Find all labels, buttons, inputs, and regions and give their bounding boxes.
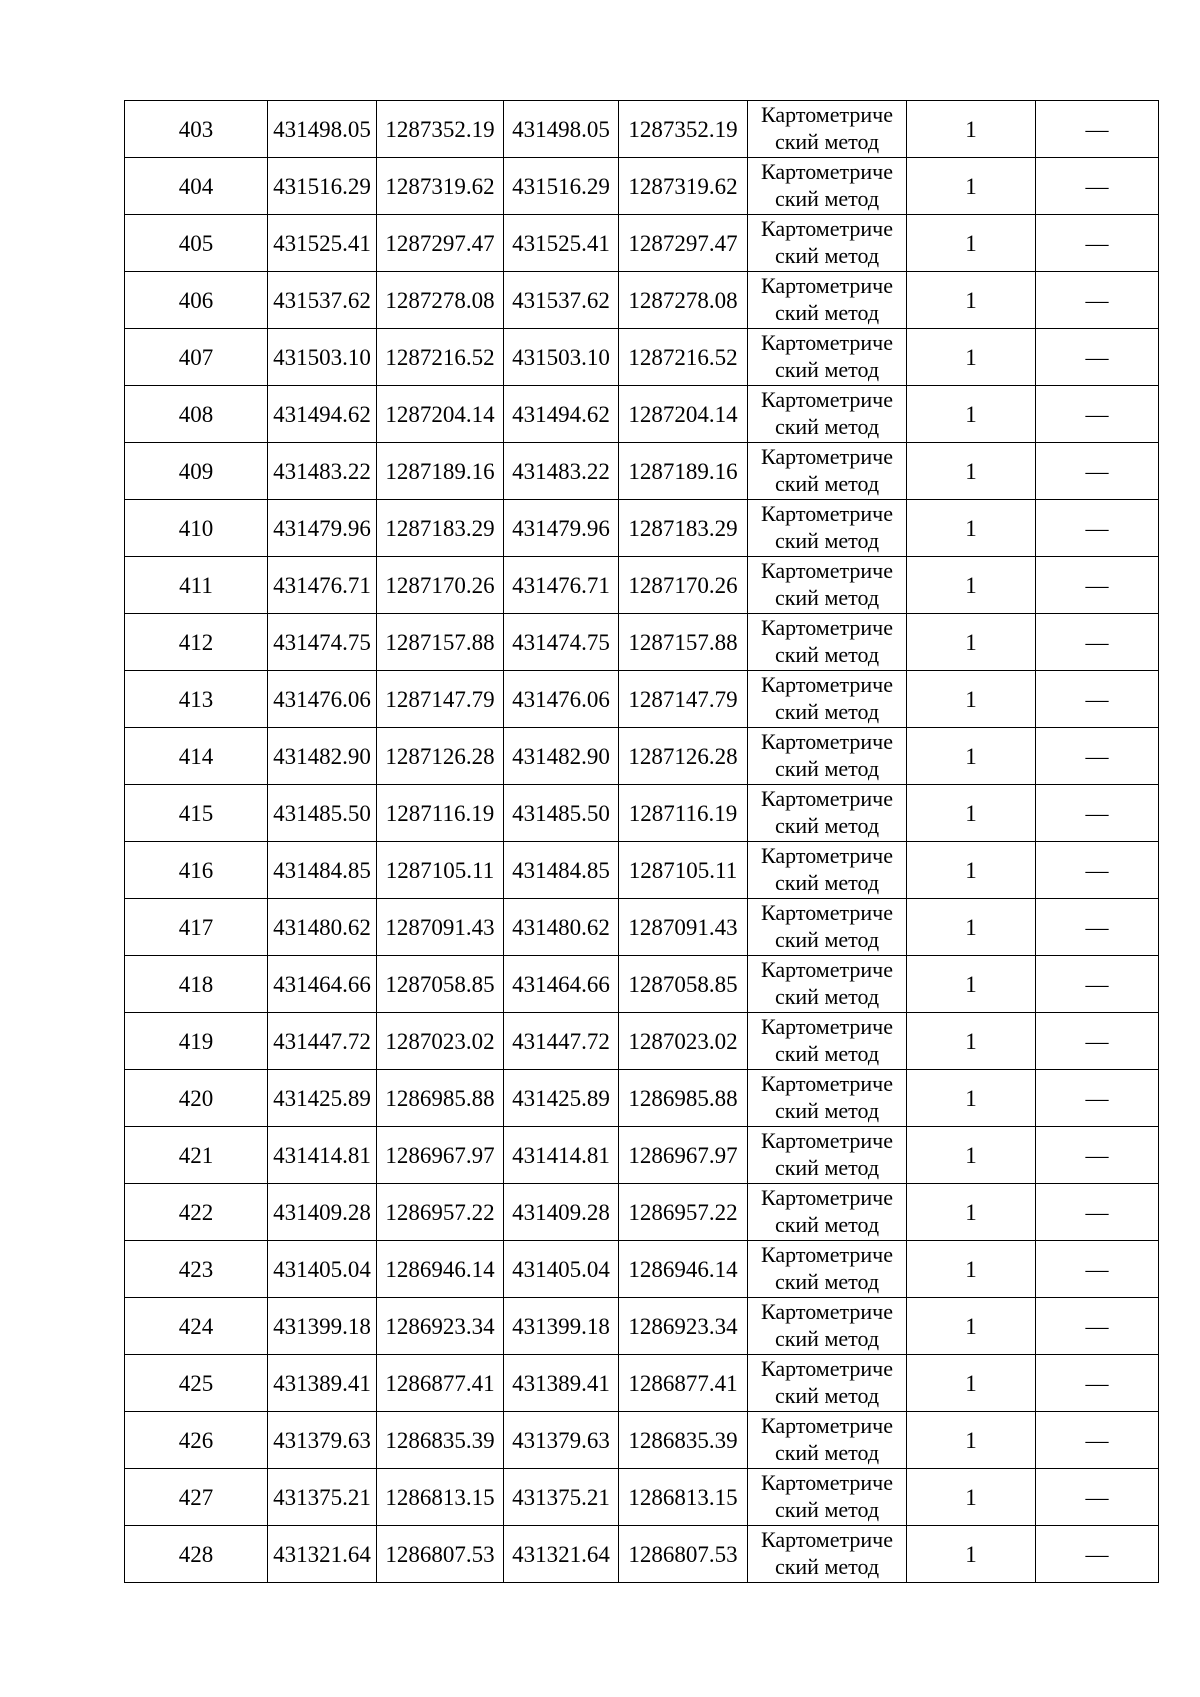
x-coordinate-refined-cell: 431537.62 bbox=[504, 272, 619, 329]
x-coordinate-cell: 431405.04 bbox=[268, 1241, 377, 1298]
method-text-line: ский метод bbox=[774, 756, 880, 781]
method-text-line: ский метод bbox=[774, 357, 880, 382]
point-number-cell: 427 bbox=[125, 1469, 268, 1526]
method-cell bbox=[748, 956, 907, 1013]
x-coordinate-cell: 431525.41 bbox=[268, 215, 377, 272]
method-text-line: Картометриче bbox=[761, 957, 893, 982]
y-coordinate-refined-cell: 1287278.08 bbox=[619, 272, 748, 329]
table-row bbox=[125, 1355, 1159, 1412]
point-number-cell: 409 bbox=[125, 443, 268, 500]
x-coordinate-cell: 431447.72 bbox=[268, 1013, 377, 1070]
method-text-line: ский метод bbox=[774, 642, 880, 667]
note-cell: — bbox=[1036, 728, 1159, 785]
table-row bbox=[125, 614, 1159, 671]
x-coordinate-cell: 431483.22 bbox=[268, 443, 377, 500]
accuracy-cell: 1 bbox=[907, 1526, 1036, 1583]
note-cell: — bbox=[1036, 1070, 1159, 1127]
method-text-line: Картометриче bbox=[761, 1470, 893, 1495]
point-number-cell: 424 bbox=[125, 1298, 268, 1355]
method-text-line: ский метод bbox=[774, 984, 880, 1009]
method-text-line: ский метод bbox=[774, 927, 880, 952]
y-coordinate-refined-cell: 1287023.02 bbox=[619, 1013, 748, 1070]
method-cell bbox=[748, 1241, 907, 1298]
point-number-cell: 410 bbox=[125, 500, 268, 557]
y-coordinate-refined-cell: 1286923.34 bbox=[619, 1298, 748, 1355]
method-text-line: ский метод bbox=[774, 585, 880, 610]
table-row bbox=[125, 671, 1159, 728]
method-cell bbox=[748, 386, 907, 443]
x-coordinate-cell: 431537.62 bbox=[268, 272, 377, 329]
method-cell bbox=[748, 842, 907, 899]
method-cell bbox=[748, 614, 907, 671]
y-coordinate-cell: 1286835.39 bbox=[377, 1412, 504, 1469]
method-text-line: Картометриче bbox=[761, 1527, 893, 1552]
method-text-line: Картометриче bbox=[761, 1299, 893, 1324]
y-coordinate-refined-cell: 1287147.79 bbox=[619, 671, 748, 728]
x-coordinate-cell: 431375.21 bbox=[268, 1469, 377, 1526]
method-text-line: ский метод bbox=[774, 1383, 880, 1408]
x-coordinate-refined-cell: 431494.62 bbox=[504, 386, 619, 443]
y-coordinate-refined-cell: 1286946.14 bbox=[619, 1241, 748, 1298]
y-coordinate-cell: 1287170.26 bbox=[377, 557, 504, 614]
method-cell bbox=[748, 1412, 907, 1469]
table-row bbox=[125, 1241, 1159, 1298]
y-coordinate-refined-cell: 1287189.16 bbox=[619, 443, 748, 500]
method-text-line: Картометриче bbox=[761, 1413, 893, 1438]
y-coordinate-refined-cell: 1287170.26 bbox=[619, 557, 748, 614]
accuracy-cell: 1 bbox=[907, 557, 1036, 614]
x-coordinate-cell: 431414.81 bbox=[268, 1127, 377, 1184]
y-coordinate-refined-cell: 1287091.43 bbox=[619, 899, 748, 956]
y-coordinate-cell: 1287126.28 bbox=[377, 728, 504, 785]
y-coordinate-cell: 1287058.85 bbox=[377, 956, 504, 1013]
point-number-cell: 412 bbox=[125, 614, 268, 671]
method-text-line: Картометриче bbox=[761, 273, 893, 298]
y-coordinate-cell: 1287319.62 bbox=[377, 158, 504, 215]
method-cell bbox=[748, 215, 907, 272]
x-coordinate-cell: 431321.64 bbox=[268, 1526, 377, 1583]
note-cell: — bbox=[1036, 1013, 1159, 1070]
point-number-cell: 422 bbox=[125, 1184, 268, 1241]
accuracy-cell: 1 bbox=[907, 842, 1036, 899]
accuracy-cell: 1 bbox=[907, 272, 1036, 329]
point-number-cell: 408 bbox=[125, 386, 268, 443]
y-coordinate-cell: 1286807.53 bbox=[377, 1526, 504, 1583]
note-cell: — bbox=[1036, 215, 1159, 272]
method-text-line: ский метод bbox=[774, 699, 880, 724]
method-text-line: ский метод bbox=[774, 1326, 880, 1351]
accuracy-cell: 1 bbox=[907, 386, 1036, 443]
y-coordinate-refined-cell: 1286985.88 bbox=[619, 1070, 748, 1127]
x-coordinate-refined-cell: 431409.28 bbox=[504, 1184, 619, 1241]
x-coordinate-refined-cell: 431379.63 bbox=[504, 1412, 619, 1469]
point-number-cell: 413 bbox=[125, 671, 268, 728]
method-text-line: ский метод bbox=[774, 186, 880, 211]
y-coordinate-cell: 1287278.08 bbox=[377, 272, 504, 329]
method-cell bbox=[748, 101, 907, 158]
table-row bbox=[125, 1412, 1159, 1469]
y-coordinate-refined-cell: 1287116.19 bbox=[619, 785, 748, 842]
method-cell bbox=[748, 671, 907, 728]
point-number-cell: 421 bbox=[125, 1127, 268, 1184]
y-coordinate-cell: 1287147.79 bbox=[377, 671, 504, 728]
method-cell bbox=[748, 1070, 907, 1127]
y-coordinate-cell: 1287352.19 bbox=[377, 101, 504, 158]
method-text-line: ский метод bbox=[774, 129, 880, 154]
method-text-line: Картометриче bbox=[761, 786, 893, 811]
table-row bbox=[125, 728, 1159, 785]
table-row bbox=[125, 500, 1159, 557]
y-coordinate-cell: 1286967.97 bbox=[377, 1127, 504, 1184]
method-text-line: ский метод bbox=[774, 1212, 880, 1237]
note-cell: — bbox=[1036, 1298, 1159, 1355]
point-number-cell: 426 bbox=[125, 1412, 268, 1469]
method-cell bbox=[748, 1013, 907, 1070]
method-cell bbox=[748, 500, 907, 557]
point-number-cell: 404 bbox=[125, 158, 268, 215]
table-row bbox=[125, 329, 1159, 386]
accuracy-cell: 1 bbox=[907, 785, 1036, 842]
method-text-line: Картометриче bbox=[761, 387, 893, 412]
table-row bbox=[125, 1013, 1159, 1070]
table-row bbox=[125, 1298, 1159, 1355]
note-cell: — bbox=[1036, 500, 1159, 557]
x-coordinate-cell: 431425.89 bbox=[268, 1070, 377, 1127]
y-coordinate-refined-cell: 1286967.97 bbox=[619, 1127, 748, 1184]
y-coordinate-cell: 1287183.29 bbox=[377, 500, 504, 557]
y-coordinate-cell: 1287116.19 bbox=[377, 785, 504, 842]
point-number-cell: 406 bbox=[125, 272, 268, 329]
method-cell bbox=[748, 1355, 907, 1412]
accuracy-cell: 1 bbox=[907, 1355, 1036, 1412]
note-cell: — bbox=[1036, 1127, 1159, 1184]
x-coordinate-refined-cell: 431399.18 bbox=[504, 1298, 619, 1355]
method-text-line: ский метод bbox=[774, 1269, 880, 1294]
x-coordinate-refined-cell: 431464.66 bbox=[504, 956, 619, 1013]
y-coordinate-cell: 1287157.88 bbox=[377, 614, 504, 671]
x-coordinate-cell: 431399.18 bbox=[268, 1298, 377, 1355]
method-text-line: ский метод bbox=[774, 471, 880, 496]
x-coordinate-refined-cell: 431414.81 bbox=[504, 1127, 619, 1184]
method-text-line: ский метод bbox=[774, 300, 880, 325]
y-coordinate-refined-cell: 1286957.22 bbox=[619, 1184, 748, 1241]
point-number-cell: 425 bbox=[125, 1355, 268, 1412]
table-row bbox=[125, 215, 1159, 272]
x-coordinate-refined-cell: 431447.72 bbox=[504, 1013, 619, 1070]
y-coordinate-refined-cell: 1286835.39 bbox=[619, 1412, 748, 1469]
y-coordinate-cell: 1287297.47 bbox=[377, 215, 504, 272]
method-text-line: Картометриче bbox=[761, 843, 893, 868]
y-coordinate-refined-cell: 1286807.53 bbox=[619, 1526, 748, 1583]
note-cell: — bbox=[1036, 101, 1159, 158]
method-text-line: ский метод bbox=[774, 1497, 880, 1522]
method-cell bbox=[748, 899, 907, 956]
method-text-line: Картометриче bbox=[761, 159, 893, 184]
x-coordinate-refined-cell: 431482.90 bbox=[504, 728, 619, 785]
point-number-cell: 416 bbox=[125, 842, 268, 899]
note-cell: — bbox=[1036, 842, 1159, 899]
x-coordinate-refined-cell: 431476.71 bbox=[504, 557, 619, 614]
table-row bbox=[125, 443, 1159, 500]
accuracy-cell: 1 bbox=[907, 1241, 1036, 1298]
y-coordinate-refined-cell: 1286877.41 bbox=[619, 1355, 748, 1412]
table-row bbox=[125, 1469, 1159, 1526]
method-cell bbox=[748, 557, 907, 614]
method-text-line: ский метод bbox=[774, 1041, 880, 1066]
method-cell bbox=[748, 728, 907, 785]
note-cell: — bbox=[1036, 1412, 1159, 1469]
method-cell bbox=[748, 1298, 907, 1355]
point-number-cell: 407 bbox=[125, 329, 268, 386]
accuracy-cell: 1 bbox=[907, 1070, 1036, 1127]
table-row bbox=[125, 1070, 1159, 1127]
y-coordinate-cell: 1286985.88 bbox=[377, 1070, 504, 1127]
y-coordinate-refined-cell: 1287105.11 bbox=[619, 842, 748, 899]
table-row bbox=[125, 272, 1159, 329]
accuracy-cell: 1 bbox=[907, 500, 1036, 557]
y-coordinate-refined-cell: 1287157.88 bbox=[619, 614, 748, 671]
x-coordinate-refined-cell: 431484.85 bbox=[504, 842, 619, 899]
x-coordinate-cell: 431479.96 bbox=[268, 500, 377, 557]
method-text-line: ский метод bbox=[774, 813, 880, 838]
method-text-line: Картометриче bbox=[761, 102, 893, 127]
point-number-cell: 411 bbox=[125, 557, 268, 614]
x-coordinate-refined-cell: 431476.06 bbox=[504, 671, 619, 728]
table-body bbox=[125, 101, 1159, 1583]
x-coordinate-refined-cell: 431503.10 bbox=[504, 329, 619, 386]
y-coordinate-cell: 1286946.14 bbox=[377, 1241, 504, 1298]
method-text-line: Картометриче bbox=[761, 330, 893, 355]
accuracy-cell: 1 bbox=[907, 1013, 1036, 1070]
y-coordinate-refined-cell: 1287216.52 bbox=[619, 329, 748, 386]
method-text-line: ский метод bbox=[774, 870, 880, 895]
method-text-line: Картометриче bbox=[761, 1242, 893, 1267]
y-coordinate-refined-cell: 1287058.85 bbox=[619, 956, 748, 1013]
x-coordinate-cell: 431464.66 bbox=[268, 956, 377, 1013]
method-text-line: ский метод bbox=[774, 1554, 880, 1579]
table-row bbox=[125, 158, 1159, 215]
accuracy-cell: 1 bbox=[907, 614, 1036, 671]
note-cell: — bbox=[1036, 1526, 1159, 1583]
method-cell bbox=[748, 1127, 907, 1184]
y-coordinate-cell: 1287105.11 bbox=[377, 842, 504, 899]
method-cell bbox=[748, 272, 907, 329]
table-row bbox=[125, 956, 1159, 1013]
y-coordinate-cell: 1287023.02 bbox=[377, 1013, 504, 1070]
method-text-line: Картометриче bbox=[761, 900, 893, 925]
x-coordinate-cell: 431409.28 bbox=[268, 1184, 377, 1241]
method-text-line: Картометриче bbox=[761, 1071, 893, 1096]
point-number-cell: 428 bbox=[125, 1526, 268, 1583]
accuracy-cell: 1 bbox=[907, 728, 1036, 785]
y-coordinate-refined-cell: 1286813.15 bbox=[619, 1469, 748, 1526]
x-coordinate-refined-cell: 431483.22 bbox=[504, 443, 619, 500]
method-text-line: Картометриче bbox=[761, 672, 893, 697]
method-text-line: ский метод bbox=[774, 1155, 880, 1180]
accuracy-cell: 1 bbox=[907, 443, 1036, 500]
note-cell: — bbox=[1036, 386, 1159, 443]
x-coordinate-refined-cell: 431474.75 bbox=[504, 614, 619, 671]
note-cell: — bbox=[1036, 1184, 1159, 1241]
accuracy-cell: 1 bbox=[907, 1298, 1036, 1355]
method-text-line: Картометриче bbox=[761, 1185, 893, 1210]
x-coordinate-refined-cell: 431498.05 bbox=[504, 101, 619, 158]
method-text-line: ский метод bbox=[774, 1098, 880, 1123]
note-cell: — bbox=[1036, 785, 1159, 842]
x-coordinate-cell: 431476.06 bbox=[268, 671, 377, 728]
x-coordinate-refined-cell: 431485.50 bbox=[504, 785, 619, 842]
y-coordinate-refined-cell: 1287204.14 bbox=[619, 386, 748, 443]
method-cell bbox=[748, 158, 907, 215]
accuracy-cell: 1 bbox=[907, 158, 1036, 215]
y-coordinate-refined-cell: 1287126.28 bbox=[619, 728, 748, 785]
method-text-line: Картометриче bbox=[761, 558, 893, 583]
method-cell bbox=[748, 1526, 907, 1583]
y-coordinate-cell: 1287216.52 bbox=[377, 329, 504, 386]
note-cell: — bbox=[1036, 1355, 1159, 1412]
y-coordinate-cell: 1287091.43 bbox=[377, 899, 504, 956]
y-coordinate-cell: 1286877.41 bbox=[377, 1355, 504, 1412]
y-coordinate-cell: 1286813.15 bbox=[377, 1469, 504, 1526]
x-coordinate-cell: 431389.41 bbox=[268, 1355, 377, 1412]
accuracy-cell: 1 bbox=[907, 215, 1036, 272]
note-cell: — bbox=[1036, 671, 1159, 728]
method-text-line: ский метод bbox=[774, 243, 880, 268]
coordinates-table bbox=[124, 100, 1159, 1583]
y-coordinate-refined-cell: 1287183.29 bbox=[619, 500, 748, 557]
table-row bbox=[125, 386, 1159, 443]
note-cell: — bbox=[1036, 329, 1159, 386]
accuracy-cell: 1 bbox=[907, 1469, 1036, 1526]
x-coordinate-refined-cell: 431389.41 bbox=[504, 1355, 619, 1412]
table-row bbox=[125, 1127, 1159, 1184]
y-coordinate-refined-cell: 1287352.19 bbox=[619, 101, 748, 158]
accuracy-cell: 1 bbox=[907, 1412, 1036, 1469]
note-cell: — bbox=[1036, 614, 1159, 671]
x-coordinate-refined-cell: 431516.29 bbox=[504, 158, 619, 215]
note-cell: — bbox=[1036, 272, 1159, 329]
accuracy-cell: 1 bbox=[907, 329, 1036, 386]
x-coordinate-cell: 431484.85 bbox=[268, 842, 377, 899]
x-coordinate-refined-cell: 431375.21 bbox=[504, 1469, 619, 1526]
x-coordinate-refined-cell: 431425.89 bbox=[504, 1070, 619, 1127]
point-number-cell: 420 bbox=[125, 1070, 268, 1127]
method-text-line: Картометриче bbox=[761, 1014, 893, 1039]
x-coordinate-refined-cell: 431321.64 bbox=[504, 1526, 619, 1583]
method-cell bbox=[748, 1469, 907, 1526]
method-text-line: ский метод bbox=[774, 1440, 880, 1465]
note-cell: — bbox=[1036, 1469, 1159, 1526]
note-cell: — bbox=[1036, 1241, 1159, 1298]
method-text-line: Картометриче bbox=[761, 1128, 893, 1153]
point-number-cell: 418 bbox=[125, 956, 268, 1013]
y-coordinate-refined-cell: 1287297.47 bbox=[619, 215, 748, 272]
point-number-cell: 423 bbox=[125, 1241, 268, 1298]
y-coordinate-refined-cell: 1287319.62 bbox=[619, 158, 748, 215]
x-coordinate-cell: 431516.29 bbox=[268, 158, 377, 215]
x-coordinate-cell: 431379.63 bbox=[268, 1412, 377, 1469]
y-coordinate-cell: 1286923.34 bbox=[377, 1298, 504, 1355]
point-number-cell: 414 bbox=[125, 728, 268, 785]
accuracy-cell: 1 bbox=[907, 101, 1036, 158]
method-text-line: Картометриче bbox=[761, 615, 893, 640]
x-coordinate-refined-cell: 431479.96 bbox=[504, 500, 619, 557]
x-coordinate-refined-cell: 431480.62 bbox=[504, 899, 619, 956]
accuracy-cell: 1 bbox=[907, 1127, 1036, 1184]
accuracy-cell: 1 bbox=[907, 671, 1036, 728]
point-number-cell: 403 bbox=[125, 101, 268, 158]
x-coordinate-refined-cell: 431405.04 bbox=[504, 1241, 619, 1298]
x-coordinate-cell: 431482.90 bbox=[268, 728, 377, 785]
method-cell bbox=[748, 329, 907, 386]
method-text-line: Картометриче bbox=[761, 216, 893, 241]
accuracy-cell: 1 bbox=[907, 956, 1036, 1013]
table-row bbox=[125, 1526, 1159, 1583]
note-cell: — bbox=[1036, 158, 1159, 215]
table-row bbox=[125, 557, 1159, 614]
method-text-line: Картометриче bbox=[761, 501, 893, 526]
x-coordinate-cell: 431498.05 bbox=[268, 101, 377, 158]
y-coordinate-cell: 1286957.22 bbox=[377, 1184, 504, 1241]
method-text-line: ский метод bbox=[774, 528, 880, 553]
table-row bbox=[125, 899, 1159, 956]
accuracy-cell: 1 bbox=[907, 899, 1036, 956]
accuracy-cell: 1 bbox=[907, 1184, 1036, 1241]
x-coordinate-cell: 431474.75 bbox=[268, 614, 377, 671]
x-coordinate-cell: 431503.10 bbox=[268, 329, 377, 386]
method-text-line: ский метод bbox=[774, 414, 880, 439]
method-text-line: Картометриче bbox=[761, 729, 893, 754]
method-text-line: Картометриче bbox=[761, 1356, 893, 1381]
point-number-cell: 415 bbox=[125, 785, 268, 842]
method-cell bbox=[748, 1184, 907, 1241]
method-text-line: Картометриче bbox=[761, 444, 893, 469]
table-row bbox=[125, 785, 1159, 842]
point-number-cell: 405 bbox=[125, 215, 268, 272]
table-row bbox=[125, 842, 1159, 899]
method-cell bbox=[748, 443, 907, 500]
x-coordinate-cell: 431485.50 bbox=[268, 785, 377, 842]
note-cell: — bbox=[1036, 443, 1159, 500]
table-row bbox=[125, 1184, 1159, 1241]
y-coordinate-cell: 1287189.16 bbox=[377, 443, 504, 500]
method-cell bbox=[748, 785, 907, 842]
note-cell: — bbox=[1036, 899, 1159, 956]
x-coordinate-cell: 431494.62 bbox=[268, 386, 377, 443]
x-coordinate-refined-cell: 431525.41 bbox=[504, 215, 619, 272]
note-cell: — bbox=[1036, 557, 1159, 614]
note-cell: — bbox=[1036, 956, 1159, 1013]
x-coordinate-cell: 431480.62 bbox=[268, 899, 377, 956]
x-coordinate-cell: 431476.71 bbox=[268, 557, 377, 614]
point-number-cell: 419 bbox=[125, 1013, 268, 1070]
y-coordinate-cell: 1287204.14 bbox=[377, 386, 504, 443]
point-number-cell: 417 bbox=[125, 899, 268, 956]
table-row bbox=[125, 101, 1159, 158]
